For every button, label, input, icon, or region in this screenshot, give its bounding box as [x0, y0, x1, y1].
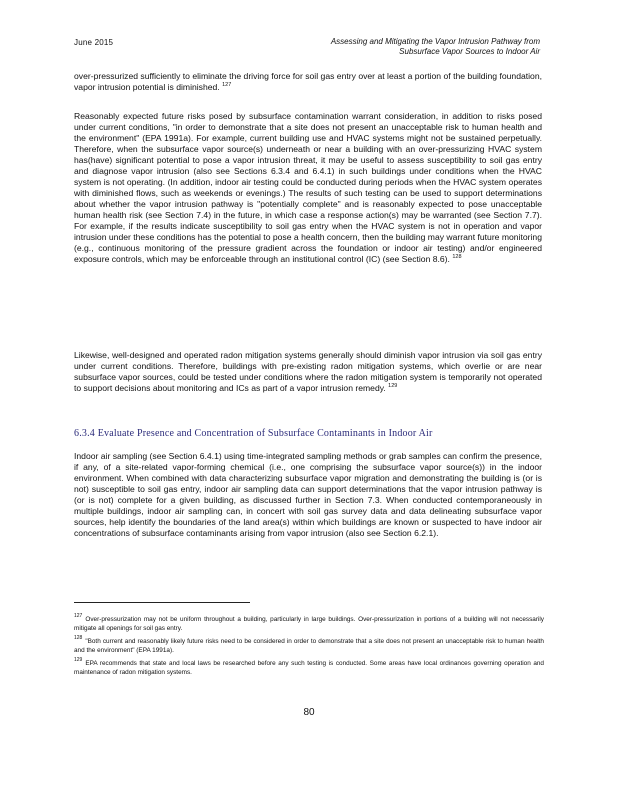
running-header-title-line1: Assessing and Mitigating the Vapor Intrusion Pathway from: [330, 37, 540, 46]
footnote-mark: 129: [74, 657, 83, 664]
page-number: 80: [303, 707, 315, 718]
footnotes: [74, 613, 544, 683]
running-header-date: June 2015: [74, 38, 114, 47]
footnote-128: [74, 635, 544, 655]
footnote-129: [74, 657, 544, 677]
footnote-mark: 127: [74, 613, 83, 619]
paragraph-text: Reasonably expected future risks posed by subsurface contamination warrant consideration, in addition to risks posed under current conditions, "in order to demonstrate that a site does not present an unacceptable risk to human health and the environment" (EPA 1991a). For example, current building use and HVAC systems might not be sustained perpetually. Therefore, when the subsurface vapor source(s) underneath or near a building with an over-pressurizing HVAC system has(have) significant potential to pose a vapor intrusion threat, it may be useful to assess susceptibility to soil gas entry and diagnose vapor intrusion (also see Sections 6.3.4 and 6.4.1) in such buildings under conditions when the HVAC system is not operating. (In addition, indoor air testing could be conducted during periods when the HVAC system operates with diminished flows, such as weekends or evenings.) The results of such testing can be used to support determinations about whether the vapor intrusion pathway is "potentially complete" and is reasonably expected to pose unacceptable human health risk (see Section 7.4) in the future, in which case a response action(s) may be warranted (see Section 7.7). For example, if the results indicate susceptibility to soil gas entry when the HVAC system is not in operation and vapor intrusion under these conditions has the potential to pose a health concern, then the building may warrant future monitoring (e.g., continuous monitoring of the pressure gradient across the foundation or indoor air testing) and/or engineered exposure controls, which may be enforceable through an institutional control (IC) (see Section 8.6).: [74, 111, 542, 264]
paragraph-text: over-pressurized sufficiently to eliminate the driving force for soil gas entry over at least a portion of the building foundation, vapor intrusion potential is diminished.: [74, 71, 542, 92]
footnote-127: [74, 613, 544, 633]
section-heading: 6.3.4 Evaluate Presence and Concentration of Subsurface Contaminants in Indoor Air: [74, 428, 433, 439]
footnote-mark: 128: [74, 635, 83, 642]
footnote-reference: 127: [222, 82, 232, 89]
paragraph-radon-mitigation: [74, 350, 542, 394]
footnote-text: "Both current and reasonably likely future risks need to be considered in order to demonstrate that a site does not present an unacceptable risk to human health and the environment" (EPA 1991a).: [74, 638, 544, 654]
running-header-title-line2: Subsurface Vapor Sources to Indoor Air: [399, 47, 540, 56]
paragraph-text: Indoor air sampling (see Section 6.4.1) using time-integrated sampling methods or grab samples can confirm the presence, if any, of a site-related vapor-forming chemical (i.e., one comprising the subsurface vapor source(s)) in the indoor environment. When combined with data characterizing subsurface vapor migration and demonstrating the building is (or is not) susceptible to soil gas entry, indoor air sampling data can support determinations that the vapor intrusion pathway is (or is not) complete for a given building, as discussed further in Section 7.3. When conducted contemporaneously in multiple buildings, indoor air sampling can, in concert with soil gas survey data and data delineating subsurface vapor sources, help identify the boundaries of the land area(s) within which buildings are known or suspected to have indoor air concentrations of subsurface contaminants arising from vapor intrusion (also see Section 6.2.1).: [74, 451, 542, 538]
footnote-reference: 129: [388, 383, 398, 390]
footnote-divider: [74, 602, 250, 603]
paragraph-continued: [74, 71, 542, 93]
footnote-reference: 128: [452, 254, 462, 261]
paragraph-future-risks: [74, 111, 542, 265]
paragraph-text: Likewise, well-designed and operated radon mitigation systems generally should diminish vapor intrusion via soil gas entry under current conditions. Therefore, buildings with pre-existing radon mitigation systems, which overlie or are near subsurface vapor sources, could be tested under conditions where the radon mitigation system is temporarily not operated to support decisions about monitoring and ICs as part of a vapor intrusion remedy.: [74, 350, 542, 393]
running-header-title: [290, 37, 540, 57]
footnote-text: EPA recommends that state and local laws be researched before any such testing is conducted. Some areas have local ordinances governing operation and maintenance of radon mitigation systems.: [74, 660, 544, 676]
section-body: [74, 451, 542, 539]
footnote-text: Over-pressurization may not be uniform throughout a building, particularly in large buildings. Over-pressurization in portions of a building will not necessarily mitigate all openings for soil gas entry.: [74, 616, 544, 632]
